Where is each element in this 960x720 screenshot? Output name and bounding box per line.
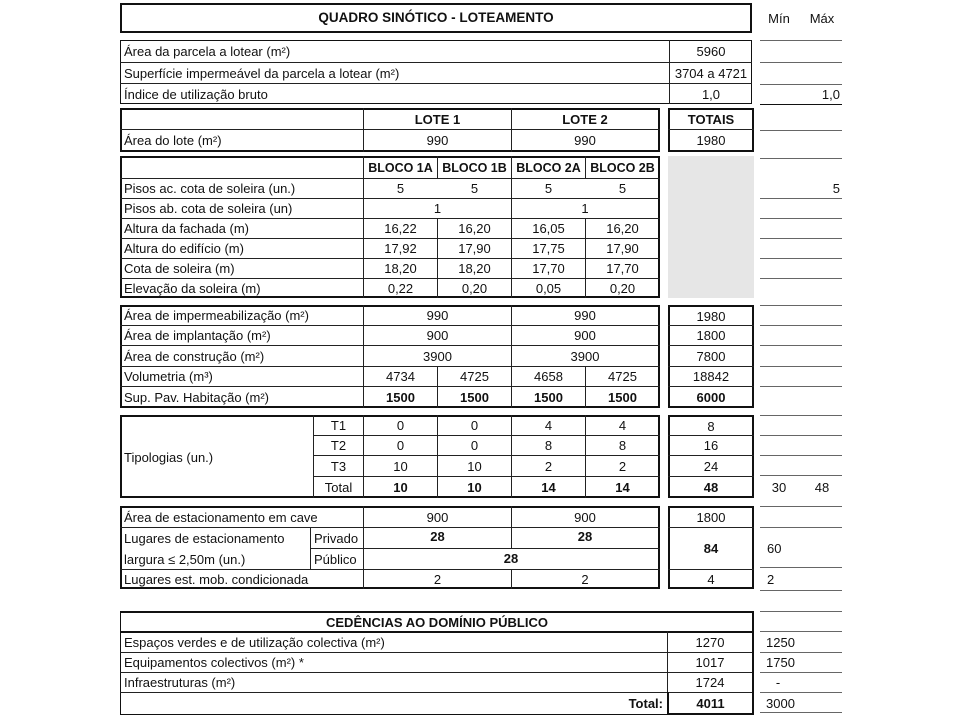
parcel-index-value: 1,0 (701, 86, 721, 102)
espacos-verdes-value: 1270 (695, 635, 725, 650)
bloco-2b-header: BLOCO 2B (590, 160, 655, 175)
equipamentos-min: 1750 (766, 655, 795, 670)
lugares-label-1: Lugares de estacionamento (124, 530, 285, 546)
mob-lote2: 2 (581, 572, 589, 587)
t1-2a: 4 (544, 418, 553, 433)
impermeabilizacao-lote1: 990 (426, 308, 449, 323)
publico-label: Público (314, 551, 357, 567)
impermeabilizacao-total: 1980 (696, 308, 726, 324)
sup-pav-1a: 1500 (386, 389, 415, 405)
lugares-label-2: largura ≤ 2,50m (un.) (124, 551, 246, 567)
t1-total: 8 (707, 418, 715, 434)
elevacao-soleira-label: Elevação da soleira (m) (124, 281, 261, 296)
bloco-1a-header: BLOCO 1A (368, 160, 433, 175)
bloco-2a-header: BLOCO 2A (516, 160, 581, 175)
privado-lote2: 28 (577, 529, 593, 544)
volumetria-2a: 4658 (534, 369, 563, 384)
volumetria-total: 18842 (692, 369, 730, 384)
construcao-lote1: 3900 (423, 348, 452, 364)
max-column-header: Máx (809, 10, 835, 26)
cedencias-total-label: Total: (628, 695, 663, 711)
sup-pav-total: 6000 (696, 389, 726, 405)
parcel-impermeable-value: 3704 a 4721 (674, 65, 748, 81)
t1-1b: 0 (470, 418, 479, 433)
volumetria-2b: 4725 (608, 369, 637, 384)
totals-grey-block (668, 156, 754, 298)
mob-label: Lugares est. mob. condicionada (124, 572, 309, 587)
sup-pav-label: Sup. Pav. Habitação (m²) (124, 389, 269, 405)
cota-soleira-2b: 17,70 (606, 261, 639, 276)
altura-fachada-label: Altura da fachada (m) (124, 221, 250, 236)
privado-label: Privado (314, 530, 359, 546)
t3-2b: 2 (618, 458, 627, 474)
t2-1b: 0 (470, 438, 479, 453)
min-column-header: Mín (768, 10, 790, 26)
pisos-ab-lote1: 1 (433, 201, 442, 216)
tipologias-label: Tipologias (un.) (124, 449, 214, 465)
impermeabilizacao-lote2: 990 (574, 308, 596, 323)
construcao-label: Área de construção (m²) (124, 348, 265, 364)
lugares-total: 84 (703, 541, 719, 556)
altura-edificio-label: Altura do edifício (m) (124, 241, 244, 256)
pisos-ac-2a: 5 (544, 181, 553, 196)
altura-fachada-1a: 16,22 (384, 221, 417, 236)
elevacao-soleira-1b: 0,20 (461, 281, 488, 296)
pisos-ac-label: Pisos ac. cota de soleira (un.) (124, 181, 296, 196)
tipologias-total-min: 30 (771, 479, 787, 495)
implantacao-label: Área de implantação (m²) (124, 328, 271, 343)
parcel-index-max: 1,0 (821, 86, 840, 102)
t3-1b: 10 (467, 458, 482, 474)
totals-header: TOTAIS (687, 112, 735, 127)
page-title: QUADRO SINÓTICO - LOTEAMENTO (318, 10, 554, 26)
pisos-ac-1a: 5 (396, 181, 405, 196)
parcel-area-label: Área da parcela a lotear (m²) (124, 44, 291, 59)
construcao-lote2: 3900 (570, 348, 600, 364)
espacos-verdes-label: Espaços verdes e de utilização colectiva (m²) (124, 635, 385, 650)
privado-lote1: 28 (430, 529, 445, 544)
elevacao-soleira-2b: 0,20 (609, 281, 636, 296)
altura-fachada-1b: 16,20 (458, 221, 491, 236)
altura-edificio-2b: 17,90 (606, 241, 639, 256)
lot-area-total: 1980 (696, 133, 726, 148)
implantacao-lote2: 900 (574, 328, 596, 343)
pisos-ac-max: 5 (832, 181, 840, 196)
construcao-total: 7800 (696, 348, 726, 364)
tipologias-total-1b: 10 (467, 479, 482, 495)
t2-2a: 8 (544, 438, 553, 453)
t3-1a: 10 (393, 458, 408, 474)
t3-total: 24 (703, 458, 719, 474)
t2-total: 16 (703, 438, 719, 453)
publico-value: 28 (503, 550, 519, 566)
parcel-index-label: Índice de utilização bruto (124, 86, 268, 102)
altura-edificio-1a: 17,92 (384, 241, 417, 256)
bloco-1b-header: BLOCO 1B (442, 160, 507, 175)
t3-2a: 2 (544, 458, 553, 474)
mob-total: 4 (707, 572, 715, 587)
pisos-ab-lote2: 1 (581, 201, 589, 216)
tipologias-total-1a: 10 (393, 479, 408, 495)
altura-edificio-1b: 17,90 (458, 241, 491, 256)
equipamentos-label: Equipamentos colectivos (m²) * (124, 655, 304, 670)
t1-1a: 0 (396, 418, 405, 433)
tipologias-total-max: 48 (814, 479, 830, 495)
t1-2b: 4 (618, 418, 627, 433)
tipologias-total-2b: 14 (615, 479, 630, 495)
cedencias-total-min: 3000 (766, 695, 795, 711)
t1-label: T1 (330, 418, 347, 433)
altura-fachada-2a: 16,05 (532, 221, 565, 236)
volumetria-1b: 4725 (460, 369, 489, 384)
altura-fachada-2b: 16,20 (606, 221, 639, 236)
mob-lote1: 2 (433, 572, 442, 587)
t2-2b: 8 (618, 438, 627, 453)
volumetria-1a: 4734 (386, 369, 415, 384)
infraestruturas-value: 1724 (695, 675, 725, 690)
tipologias-total-total: 48 (703, 479, 719, 495)
pisos-ac-2b: 5 (618, 181, 627, 196)
infraestruturas-min: - (775, 675, 781, 690)
pisos-ac-1b: 5 (470, 181, 479, 196)
sup-pav-1b: 1500 (460, 389, 489, 405)
cota-soleira-2a: 17,70 (532, 261, 565, 276)
t3-label: T3 (330, 458, 347, 474)
cedencias-title: CEDÊNCIAS AO DOMÍNIO PÚBLICO (326, 614, 548, 630)
sup-pav-2a: 1500 (534, 389, 563, 405)
volumetria-label: Volumetria (m³) (124, 369, 213, 384)
lote2-header: LOTE 2 (562, 112, 608, 127)
lot2-area-value: 990 (574, 133, 596, 148)
lote1-header: LOTE 1 (414, 112, 461, 127)
t2-label: T2 (330, 438, 347, 453)
lugares-min: 60 (767, 540, 782, 556)
cota-soleira-1a: 18,20 (384, 261, 417, 276)
cota-soleira-1b: 18,20 (458, 261, 491, 276)
mob-min: 2 (767, 572, 775, 587)
parcel-impermeable-label: Superfície impermeável da parcela a lotear (m²) (124, 65, 400, 81)
elevacao-soleira-1a: 0,22 (387, 281, 414, 296)
lot1-area-value: 990 (426, 133, 449, 148)
implantacao-lote1: 900 (426, 328, 449, 343)
infraestruturas-label: Infraestruturas (m²) (124, 675, 236, 690)
tipologias-total-label: Total (324, 479, 353, 495)
implantacao-total: 1800 (696, 328, 726, 343)
parcel-area-value: 5960 (696, 44, 726, 59)
espacos-verdes-min: 1250 (766, 635, 795, 650)
impermeabilizacao-label: Área de impermeabilização (m²) (124, 308, 309, 323)
lot-area-label: Área do lote (m²) (124, 133, 222, 148)
elevacao-soleira-2a: 0,05 (535, 281, 562, 296)
altura-edificio-2a: 17,75 (532, 241, 565, 256)
cave-total: 1800 (696, 509, 726, 525)
equipamentos-value: 1017 (695, 655, 725, 670)
cedencias-total-value: 4011 (696, 695, 725, 711)
cave-label: Área de estacionamento em cave (124, 509, 318, 525)
sup-pav-2b: 1500 (608, 389, 637, 405)
pisos-ab-label: Pisos ab. cota de soleira (un) (124, 201, 293, 216)
t2-1a: 0 (396, 438, 405, 453)
tipologias-total-2a: 14 (541, 479, 556, 495)
cave-lote1: 900 (426, 509, 449, 525)
cave-lote2: 900 (574, 509, 596, 525)
cota-soleira-label: Cota de soleira (m) (124, 261, 235, 276)
